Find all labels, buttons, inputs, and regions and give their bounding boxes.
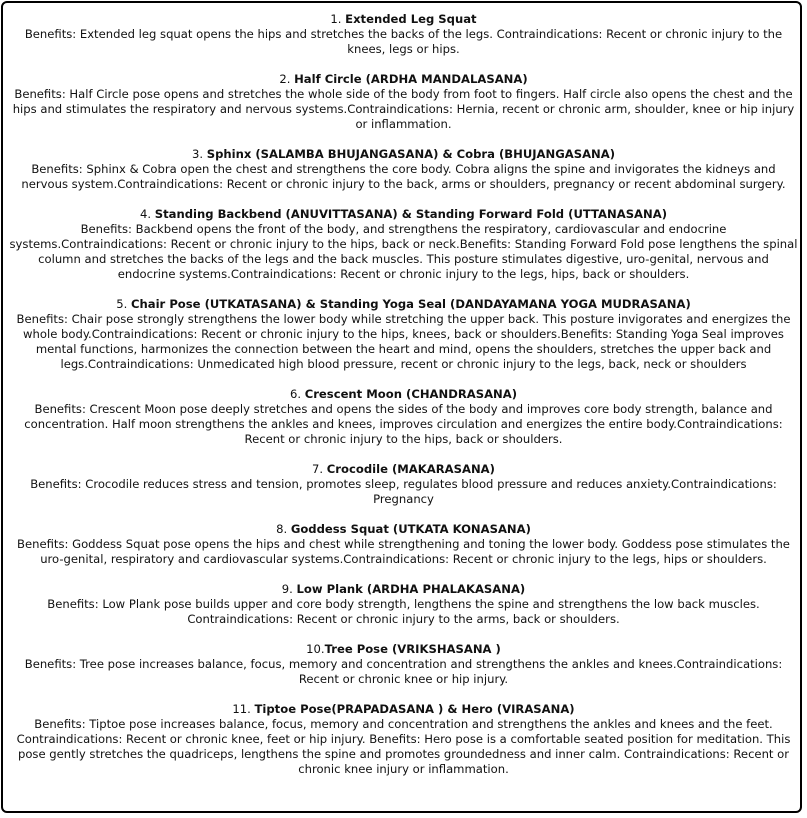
pose-item-10: [9, 642, 798, 687]
pose-list: [9, 12, 798, 777]
pose-heading: [9, 72, 798, 87]
pose-number: 7.: [312, 462, 327, 476]
pose-item-6: [9, 387, 798, 447]
pose-number: 8.: [276, 522, 291, 536]
pose-number: 3.: [191, 147, 207, 161]
pose-name: Sphinx (SALAMBA BHUJANGASANA) & Cobra (BHUJANGASANA): [206, 147, 616, 161]
pose-number: 6.: [289, 387, 305, 401]
pose-heading: [9, 702, 798, 717]
pose-description: Benefits: Crocodile reduces stress and tension, promotes sleep, regulates blood pressure and reduces anxiety.Contraindications: Pregnancy: [30, 477, 777, 506]
pose-item-5: [9, 297, 798, 372]
pose-number: 11.: [232, 702, 255, 716]
pose-number: 10.: [306, 642, 325, 656]
pose-description: Benefits: Sphinx & Cobra open the chest and strengthens the core body. Cobra aligns the spine and invigorates the kidneys and nervous system.Contraindications: Recent or chronic injury to the back, arms or shoulders, pregnancy or recent abdominal surgery.: [21, 162, 786, 191]
pose-description: Benefits: Half Circle pose opens and stretches the whole side of the body from foot to fingers. Half circle also opens the chest and the hips and stimulates the respiratory and nervous systems.Contraindications: Hernia, recent or chronic arm, shoulder, knee or hip injury or inflammation.: [12, 87, 795, 131]
pose-item-7: [9, 462, 798, 507]
pose-number: 1.: [330, 12, 346, 26]
pose-number: 4.: [139, 207, 155, 221]
pose-heading: [9, 462, 798, 477]
pose-heading: [9, 387, 798, 402]
pose-heading: [9, 207, 798, 222]
pose-number: 2.: [279, 72, 295, 86]
pose-heading: [9, 582, 798, 597]
pose-item-4: [9, 207, 798, 282]
pose-name: Tree Pose (VRIKSHASANA ): [324, 642, 501, 656]
pose-name: Chair Pose (UTKATASANA) & Standing Yoga Seal (DANDAYAMANA YOGA MUDRASANA): [131, 297, 691, 311]
pose-item-2: [9, 72, 798, 132]
pose-heading: [9, 522, 798, 537]
content-frame: [1, 1, 802, 813]
pose-description: Benefits: Tiptoe pose increases balance, focus, memory and concentration and strengthens the ankles and knees and the feet. Contraindications: Recent or chronic knee, feet or hip injury. Benefits: Hero pose is a comfortable seated position for meditation. This pose gently stretches the quadriceps, lengthens the spine and promotes groundedness and inner calm. Contraindications: Recent or chronic knee injury or inflammation.: [16, 717, 791, 776]
pose-name: Tiptoe Pose(PRAPADASANA ) & Hero (VIRASANA): [254, 702, 575, 716]
pose-name: Standing Backbend (ANUVITTASANA) & Standing Forward Fold (UTTANASANA): [154, 207, 667, 221]
pose-name: Half Circle (ARDHA MANDALASANA): [294, 72, 528, 86]
pose-description: Benefits: Chair pose strongly strengthens the lower body while stretching the upper back. This posture invigorates and energizes the whole body.Contraindications: Recent or chronic injury to the hips, knees, back or shoulders.Benefits: Standing Yoga Seal improves mental functions, harmonizes the connection between the heart and mind, opens the shoulders, stretches the upper back and legs.Contraindications: Unmedicated high blood pressure, recent or chronic injury to the legs, back, neck or shoulders: [16, 312, 791, 371]
pose-item-11: [9, 702, 798, 777]
pose-description: Benefits: Extended leg squat opens the hips and stretches the backs of the legs. Contraindications: Recent or chronic injury to the knees, legs or hips.: [24, 27, 783, 56]
pose-heading: [9, 12, 798, 27]
pose-number: 5.: [116, 297, 131, 311]
pose-heading: [9, 642, 798, 657]
pose-description: Benefits: Low Plank pose builds upper and core body strength, lengthens the spine and strengthens the low back muscles. Contraindications: Recent or chronic injury to the arms, back or shoulders.: [47, 597, 760, 626]
pose-name: Low Plank (ARDHA PHALAKASANA): [296, 582, 526, 596]
pose-item-1: [9, 12, 798, 57]
pose-heading: [9, 147, 798, 162]
pose-item-9: [9, 582, 798, 627]
pose-item-3: [9, 147, 798, 192]
pose-description: Benefits: Backbend opens the front of the body, and strengthens the respiratory, cardiovascular and endocrine systems.Contraindications: Recent or chronic injury to the hips, back or neck.Benefits: Standing Forward Fold pose lengthens the spinal column and stretches the backs of the legs and the back muscles. This posture stimulates digestive, uro-genital, nervous and endocrine systems.Contraindications: Recent or chronic injury to the legs, hips, back or shoulders.: [9, 222, 798, 281]
pose-name: Crescent Moon (CHANDRASANA): [304, 387, 518, 401]
pose-number: 9.: [281, 582, 297, 596]
pose-heading: [9, 297, 798, 312]
pose-name: Goddess Squat (UTKATA KONASANA): [290, 522, 531, 536]
pose-description: Benefits: Tree pose increases balance, focus, memory and concentration and strengthens the ankles and knees.Contraindications: Recent or chronic knee or hip injury.: [24, 657, 783, 686]
pose-name: Crocodile (MAKARASANA): [326, 462, 495, 476]
pose-name: Extended Leg Squat: [345, 12, 477, 26]
pose-item-8: [9, 522, 798, 567]
pose-description: Benefits: Goddess Squat pose opens the hips and chest while strengthening and toning the lower body. Goddess pose stimulates the uro-genital, respiratory and cardiovascular systems.Contraindications: Recent or chronic injury to the legs, hips or shoulders.: [17, 537, 790, 566]
pose-description: Benefits: Crescent Moon pose deeply stretches and opens the sides of the body and improves core body strength, balance and concentration. Half moon strengthens the ankles and knees, improves circulation and energizes the entire body.Contraindications: Recent or chronic injury to the hips, back or shoulders.: [24, 402, 783, 446]
